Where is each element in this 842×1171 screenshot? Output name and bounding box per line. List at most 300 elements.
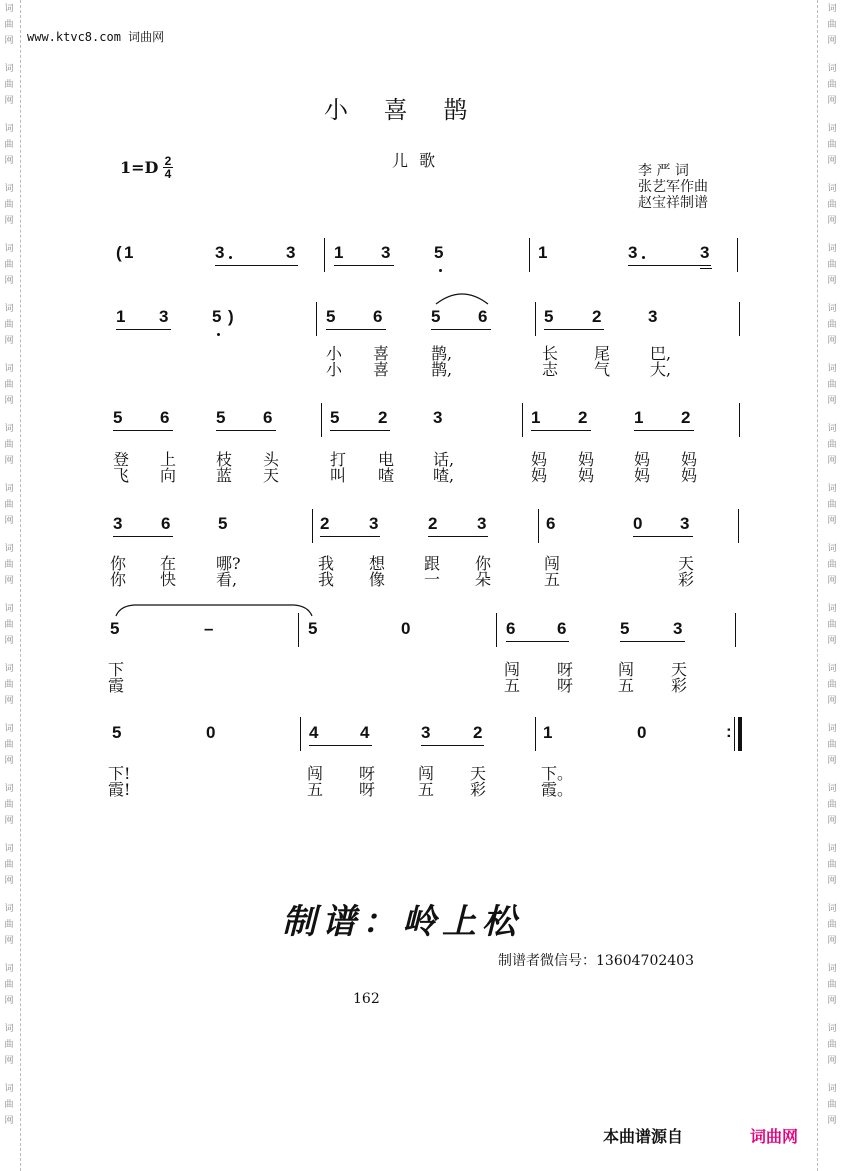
watermark-glyph: 曲 [827,320,837,330]
bar-line [300,717,301,751]
watermark-glyph: 曲 [4,500,14,510]
watermark-glyph: 曲 [4,200,14,210]
underline [215,265,298,266]
time-signature-bottom: 4 [164,167,172,181]
watermark-glyph: 网 [827,756,837,766]
lyric: 打 [330,450,347,469]
note: 1 [538,243,548,262]
note: 1 [334,243,344,262]
lyric: 你 [110,554,127,573]
underline [700,268,712,269]
lyric: 哪? [216,554,241,573]
underline [633,536,693,537]
watermark-glyph: 网 [827,696,837,706]
note: 3 [381,243,391,262]
bar-line [321,403,322,437]
lyric: 鹊, [431,360,453,379]
watermark-glyph: 曲 [4,680,14,690]
lyric: 喳, [433,466,455,485]
note: 1 [124,243,134,262]
watermark-glyph: 曲 [827,620,837,630]
note: 6 [161,514,171,533]
lyric: 想 [369,554,386,573]
watermark-glyph: 曲 [827,140,837,150]
bar-line [538,509,539,543]
lyric: 呀 [557,660,574,679]
note: 3 [648,307,658,326]
note: 2 [578,408,588,427]
note: 2 [681,408,691,427]
underline [326,329,386,330]
watermark-glyph: 网 [4,696,14,706]
time-signature-top: 2 [164,154,172,168]
watermark-glyph: 网 [4,396,14,406]
note: 5 [216,408,226,427]
genre-label: 儿 歌 [392,151,436,170]
watermark-glyph: 网 [4,996,14,1006]
watermark-glyph: 曲 [4,80,14,90]
lyric: 登 [113,450,130,469]
lyric: 呀 [359,780,376,799]
watermark-glyph: 网 [827,456,837,466]
lyric: 快 [160,570,177,589]
bar-line [316,302,317,336]
watermark-glyph: 词 [827,1024,837,1034]
lyric: 头 [263,450,280,469]
note: 3 [369,514,379,533]
note: 0 [637,723,647,742]
watermark-glyph: 曲 [4,1100,14,1110]
watermark-glyph: 网 [4,516,14,526]
note: 6 [160,408,170,427]
watermark-glyph: 网 [4,936,14,946]
lyric: 闯 [307,764,324,783]
watermark-glyph: 词 [4,784,14,794]
watermark-glyph: 词 [4,424,14,434]
watermark-glyph: 网 [4,576,14,586]
underline [334,265,394,266]
watermark-glyph: 网 [827,336,837,346]
lyric: 尾 [594,344,611,363]
note: 5 [326,307,336,326]
watermark-glyph: 曲 [4,380,14,390]
note: 3 [700,243,710,262]
bar-line [739,302,740,336]
note: 2 [592,307,602,326]
lyric: 五 [307,780,324,799]
watermark-glyph: 网 [4,1116,14,1126]
watermark-glyph: 网 [827,276,837,286]
watermark-glyph: 词 [4,664,14,674]
lyric: 天 [678,554,695,573]
note: 2 [473,723,483,742]
lyric: 妈 [634,450,651,469]
lyric: 五 [618,676,635,695]
lyric: 霞。 [541,780,574,799]
low-octave-dot [439,269,442,272]
note: 5 [620,619,630,638]
watermark-glyph: 网 [4,876,14,886]
watermark-glyph: 曲 [827,1100,837,1110]
note: 6 [373,307,383,326]
lyric: 下! [108,764,131,783]
slur [114,602,314,618]
note: 1 [116,307,126,326]
watermark-glyph: 网 [4,1056,14,1066]
watermark-glyph: 词 [827,184,837,194]
watermark-glyph: 词 [4,124,14,134]
lyric: 呀 [359,764,376,783]
note: 4 [360,723,370,742]
lyric: 枝 [216,450,233,469]
low-octave-dot [217,333,220,336]
note: 2 [320,514,330,533]
bar-line [737,238,738,272]
underline [113,430,173,431]
lyric: 呀 [557,676,574,695]
note: 3 [215,243,225,262]
lyric: 在 [160,554,177,573]
underline [421,745,484,746]
lyric: 妈 [531,450,548,469]
watermark-glyph: 曲 [827,200,837,210]
slur [434,290,490,306]
watermark-glyph: 曲 [4,260,14,270]
note: 5 [113,408,123,427]
lyric: 彩 [678,570,695,589]
watermark-glyph: 词 [827,904,837,914]
lyric: 闯 [618,660,635,679]
watermark-glyph: 曲 [827,680,837,690]
note: 6 [478,307,488,326]
lyric: 喜 [373,344,390,363]
watermark-glyph: 词 [827,484,837,494]
augmentation-dot [229,256,232,259]
note: 3 [673,619,683,638]
note: 3 [286,243,296,262]
watermark-glyph: 网 [4,636,14,646]
note: 1 [543,723,553,742]
note: 3 [628,243,638,262]
watermark-glyph: 网 [4,216,14,226]
bar-line [529,238,530,272]
lyric: 妈 [531,466,548,485]
lyric: 长 [542,344,559,363]
watermark-glyph: 词 [827,724,837,734]
final-bar-line [738,717,742,751]
underline [320,536,380,537]
watermark-glyph: 曲 [827,20,837,30]
arranger: 赵宝祥制谱 [638,195,708,211]
watermark-glyph: 曲 [827,380,837,390]
watermark-glyph: 词 [4,964,14,974]
watermark-glyph: 词 [4,484,14,494]
site-url[interactable]: www.ktvc8.com 词曲网 [27,30,165,44]
composer: 张艺军作曲 [638,179,708,195]
lyric: 天 [470,764,487,783]
watermark-glyph: 网 [827,876,837,886]
watermark-glyph: 网 [4,756,14,766]
watermark-glyph: 网 [4,276,14,286]
watermark-glyph: 网 [827,636,837,646]
underline [506,641,569,642]
lyric: 闯 [418,764,435,783]
watermark-glyph: 网 [827,576,837,586]
underline [428,536,488,537]
lyric: 一 [424,570,441,589]
watermark-glyph: 曲 [827,920,837,930]
bar-line [324,238,325,272]
watermark-glyph: 词 [827,544,837,554]
watermark-glyph: 曲 [4,800,14,810]
watermark-glyph: 曲 [4,140,14,150]
note: 5 [434,243,444,262]
song-title: 小 喜 鹊 [324,96,468,124]
lyric: 喜 [373,360,390,379]
watermark-glyph: 词 [827,364,837,374]
watermark-glyph: 网 [827,36,837,46]
watermark-glyph: 曲 [4,980,14,990]
watermark-glyph: 词 [4,1024,14,1034]
watermark-glyph: 词 [827,1084,837,1094]
lyric: 妈 [681,450,698,469]
watermark-glyph: 词 [827,844,837,854]
lyric: 妈 [681,466,698,485]
note: 3 [433,408,443,427]
watermark-glyph: 词 [4,544,14,554]
watermark-glyph: 词 [4,724,14,734]
extension-dash: – [204,619,214,638]
watermark-glyph: 网 [4,96,14,106]
lyric: 看, [216,570,238,589]
augmentation-dot [642,256,645,259]
lyric: 天 [263,466,280,485]
underline [309,745,372,746]
watermark-glyph: 曲 [4,320,14,330]
lyric: 飞 [113,466,130,485]
note: 5 [330,408,340,427]
repeat-dots: : [726,722,732,741]
lyric: 朵 [475,570,492,589]
watermark-glyph: 网 [827,96,837,106]
watermark-glyph: 曲 [4,560,14,570]
watermark-glyph: 词 [827,64,837,74]
lyric: 我 [318,570,335,589]
note: 0 [633,514,643,533]
note: 2 [378,408,388,427]
lyric: 闯 [544,554,561,573]
note: 5 [218,514,228,533]
note: 6 [557,619,567,638]
bar-line [535,717,536,751]
watermark-glyph: 词 [4,184,14,194]
arranger-credit: 制谱：岭上松 [282,902,522,942]
lyric: 电 [378,450,395,469]
note: 3 [159,307,169,326]
source-site-link[interactable]: 词曲网 [750,1129,799,1146]
wechat-contact: 制谱者微信号：13604702403 [498,953,694,969]
underline [330,430,390,431]
note: 6 [263,408,273,427]
lyric: 跟 [424,554,441,573]
score-close-paren: ) [228,307,234,326]
watermark-glyph: 曲 [827,1040,837,1050]
watermark-glyph: 曲 [827,260,837,270]
lyric: 我 [318,554,335,573]
watermark-glyph: 曲 [4,1040,14,1050]
watermark-glyph: 网 [4,816,14,826]
watermark-glyph: 词 [4,244,14,254]
bar-line [496,613,497,647]
watermark-glyph: 词 [4,1084,14,1094]
lyric: 小 [326,344,343,363]
underline [116,329,171,330]
watermark-glyph: 词 [827,124,837,134]
watermark-glyph: 词 [827,604,837,614]
note: 6 [546,514,556,533]
bar-line [738,509,739,543]
lyric: 妈 [578,450,595,469]
page-number: 162 [353,991,380,1007]
note: 4 [309,723,319,742]
watermark-glyph: 曲 [4,620,14,630]
lyric: 霞! [108,780,131,799]
underline [216,430,276,431]
watermark-glyph: 网 [827,1116,837,1126]
lyric: 你 [475,554,492,573]
underline [531,430,591,431]
lyric: 像 [369,570,386,589]
lyric: 向 [160,466,177,485]
watermark-glyph: 词 [827,4,837,14]
watermark-glyph: 网 [4,156,14,166]
watermark-glyph: 词 [4,904,14,914]
watermark-glyph: 网 [827,1056,837,1066]
time-signature [163,155,173,180]
watermark-glyph: 网 [4,456,14,466]
lyric: 五 [544,570,561,589]
lyric: 喳 [378,466,395,485]
watermark-glyph: 曲 [827,860,837,870]
watermark-glyph: 网 [827,996,837,1006]
note: 3 [477,514,487,533]
underline [620,641,685,642]
lyric: 大, [650,360,672,379]
underline [113,536,173,537]
watermark-glyph: 词 [4,64,14,74]
note: 0 [206,723,216,742]
underline [628,265,711,266]
note: 1 [531,408,541,427]
note: 3 [113,514,123,533]
note: 5 [212,307,222,326]
watermark-glyph: 曲 [4,860,14,870]
lyric: 鹊, [431,344,453,363]
lyric: 巴, [650,344,672,363]
watermark-glyph: 曲 [827,560,837,570]
lyric: 五 [504,676,521,695]
bar-line [298,613,299,647]
bar-line [735,613,736,647]
watermark-glyph: 曲 [4,920,14,930]
note: 5 [431,307,441,326]
watermark-glyph: 网 [827,816,837,826]
lyric: 上 [160,450,177,469]
underline [634,430,694,431]
lyric: 天 [671,660,688,679]
credits-block [638,163,708,211]
note: 5 [308,619,318,638]
watermark-glyph: 词 [4,304,14,314]
note: 2 [428,514,438,533]
note: 3 [680,514,690,533]
note: 6 [506,619,516,638]
lyric: 话, [433,450,455,469]
watermark-glyph: 词 [827,664,837,674]
lyric: 妈 [578,466,595,485]
watermark-glyph: 词 [827,964,837,974]
bar-line [739,403,740,437]
note: 5 [110,619,120,638]
bar-line [734,717,735,751]
lyricist: 李 严 词 [638,163,689,179]
source-label: 本曲谱源自 [603,1129,684,1146]
underline [544,329,604,330]
lyric: 志 [542,360,559,379]
bar-line [312,509,313,543]
lyric: 气 [594,360,611,379]
lyric: 五 [418,780,435,799]
watermark-glyph: 曲 [827,800,837,810]
watermark-glyph: 词 [827,304,837,314]
underline [431,329,491,330]
note: 0 [401,619,411,638]
lyric: 闯 [504,660,521,679]
watermark-glyph: 网 [827,936,837,946]
note: 1 [634,408,644,427]
note: 5 [544,307,554,326]
watermark-glyph: 词 [827,784,837,794]
watermark-glyph: 网 [4,336,14,346]
lyric: 叫 [330,466,347,485]
watermark-glyph: 网 [827,396,837,406]
lyric: 你 [110,570,127,589]
watermark-glyph: 词 [4,604,14,614]
watermark-glyph: 曲 [827,80,837,90]
watermark-glyph: 曲 [4,440,14,450]
watermark-glyph: 曲 [827,440,837,450]
lyric: 彩 [470,780,487,799]
note: 5 [112,723,122,742]
lyric: 下 [108,660,125,679]
watermark-glyph: 曲 [827,740,837,750]
watermark-glyph: 网 [827,516,837,526]
watermark-glyph: 曲 [4,20,14,30]
key-signature: 1=D [120,158,159,177]
lyric: 蓝 [216,466,233,485]
lyric: 霞 [108,676,125,695]
watermark-glyph: 词 [827,244,837,254]
watermark-glyph: 词 [827,424,837,434]
watermark-glyph: 网 [4,36,14,46]
bar-line [535,302,536,336]
lyric: 妈 [634,466,651,485]
watermark-glyph: 曲 [827,980,837,990]
lyric: 小 [326,360,343,379]
watermark-glyph: 网 [827,156,837,166]
score-open-paren: ( [116,243,122,262]
watermark-glyph: 词 [4,844,14,854]
